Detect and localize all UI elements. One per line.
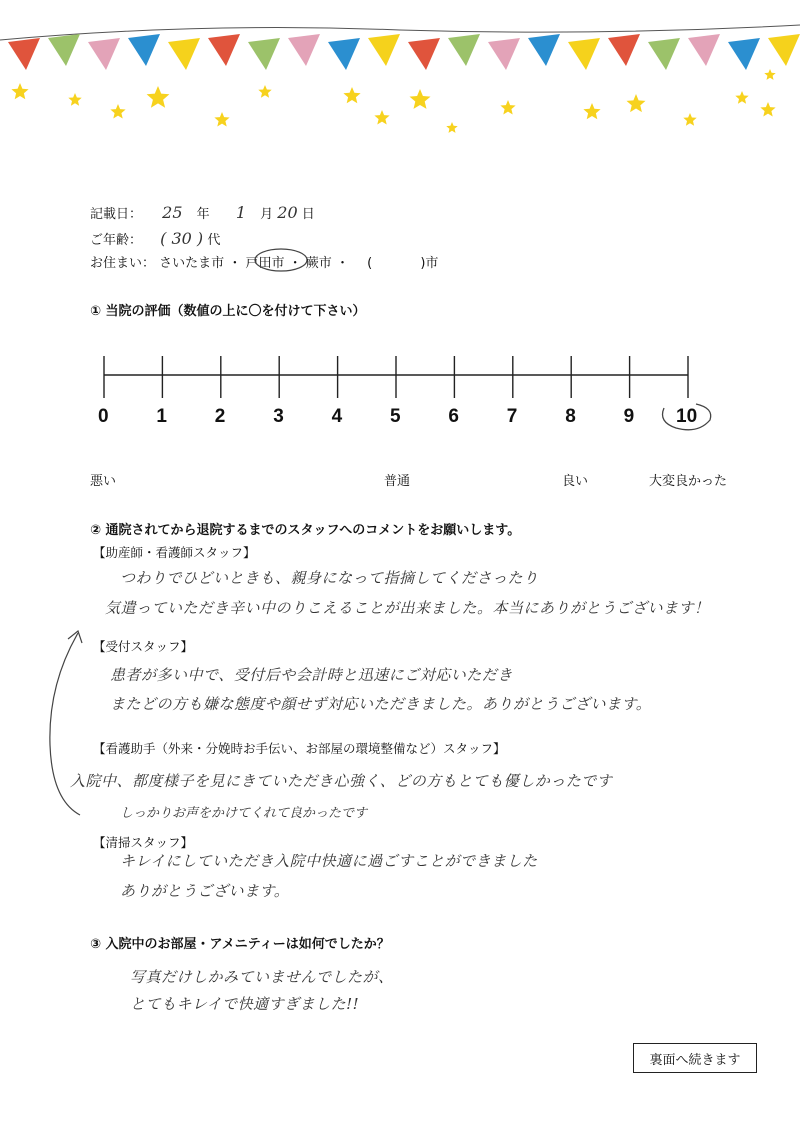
scale-number[interactable]: 8 bbox=[565, 406, 576, 427]
scale-number[interactable]: 6 bbox=[448, 406, 459, 427]
assistant-comment-line-2: しっかりお声をかけてくれて良かったです bbox=[120, 806, 368, 821]
bunting-flag bbox=[528, 34, 560, 66]
star-icon bbox=[258, 85, 271, 98]
star-icon bbox=[764, 69, 775, 80]
star-icon bbox=[583, 103, 600, 119]
scale-number[interactable]: 7 bbox=[506, 406, 518, 427]
residence-other-city: )市 bbox=[420, 256, 439, 271]
star-icon bbox=[374, 110, 389, 125]
bunting-flag bbox=[688, 34, 720, 66]
q3-comment-line-2: とてもキレイで快適すぎました!! bbox=[130, 995, 360, 1013]
scale-number[interactable]: 9 bbox=[623, 406, 635, 427]
reception-heading: 【受付スタッフ】 bbox=[93, 639, 194, 654]
star-icon bbox=[214, 112, 229, 127]
q3-comment-line-1: 写真だけしかみていませんでしたが、 bbox=[130, 968, 394, 986]
date-row bbox=[90, 203, 315, 222]
bunting-flag bbox=[488, 38, 520, 70]
residence-sep: ・ bbox=[288, 256, 302, 271]
reception-comment-line-2: またどの方も嫌な態度や顔せず対応いただきました。ありがとうございます。 bbox=[110, 695, 652, 713]
midwife-comment-line-1: つわりでひどいときも、親身になって指摘してくださったり bbox=[120, 569, 539, 587]
residence-label: お住まい： bbox=[90, 256, 156, 271]
residence-open-paren: ( bbox=[367, 256, 373, 271]
age-unit: 代 bbox=[207, 233, 221, 248]
star-icon bbox=[343, 87, 360, 103]
star-icon bbox=[68, 93, 81, 106]
bunting-flag bbox=[288, 34, 320, 66]
star-icon bbox=[735, 91, 748, 104]
bunting-flag bbox=[248, 38, 280, 70]
bunting-flag bbox=[768, 34, 800, 66]
bunting-flag bbox=[648, 38, 680, 70]
scale-label-normal: 普通 bbox=[384, 474, 411, 489]
date-day: 20 bbox=[277, 203, 298, 222]
midwife-comment-line-2: 気遣っていただき辛い中のりこえることが出来ました。本当にありがとうございます！ bbox=[105, 599, 710, 617]
age-label: ご年齢： bbox=[90, 233, 143, 248]
bunting-flag bbox=[568, 38, 600, 70]
star-icon bbox=[147, 86, 170, 108]
residence-option-saitama: さいたま市 bbox=[159, 256, 225, 271]
scale-label-good: 良い bbox=[562, 474, 589, 489]
scale-number[interactable]: 0 bbox=[98, 406, 109, 427]
bunting-flag bbox=[8, 38, 40, 70]
bunting-flag bbox=[168, 38, 200, 70]
bunting-flag bbox=[128, 34, 160, 66]
scale-number[interactable]: 3 bbox=[273, 406, 284, 427]
scale-number[interactable]: 10 bbox=[676, 406, 698, 427]
cleaning-comment-line-2: ありがとうございます。 bbox=[120, 882, 290, 900]
scale-number[interactable]: 2 bbox=[214, 406, 226, 427]
date-month: 1 bbox=[235, 203, 246, 222]
star-icon bbox=[110, 104, 125, 119]
date-year-unit: 年 bbox=[196, 207, 210, 222]
bunting-string bbox=[0, 25, 800, 40]
date-day-unit: 日 bbox=[301, 207, 315, 222]
bunting-flag bbox=[48, 34, 80, 66]
scale-selection-circle bbox=[656, 398, 716, 436]
bunting-flag bbox=[328, 38, 360, 70]
star-icon bbox=[446, 122, 457, 133]
star-icon bbox=[683, 113, 696, 126]
scale-label-very-good: 大変良かった bbox=[649, 474, 728, 489]
continue-on-back-label: 裏面へ続きます bbox=[633, 1043, 757, 1073]
cleaning-heading: 【清掃スタッフ】 bbox=[93, 835, 194, 850]
date-year: 25 bbox=[162, 203, 183, 222]
bunting-flag bbox=[608, 34, 640, 66]
assistant-comment-line-1: 入院中、都度様子を見にきていただき心強く、どの方もとても優しかったです bbox=[70, 772, 613, 790]
q2-title: ② 通院されてから退院するまでのスタッフへのコメントをお願いします。 bbox=[90, 523, 521, 538]
cleaning-comment-line-1: キレイにしていただき入院中快適に過ごすことができました bbox=[120, 852, 538, 870]
scale-number[interactable]: 4 bbox=[331, 406, 343, 427]
bunting-flag bbox=[88, 38, 120, 70]
bunting-flag bbox=[408, 38, 440, 70]
residence-selection-circle bbox=[252, 246, 312, 274]
q3-title: ③ 入院中のお部屋・アメニティーは如何でしたか？ bbox=[90, 937, 390, 952]
age-row bbox=[90, 229, 220, 248]
scale-number[interactable]: 5 bbox=[390, 406, 401, 427]
bunting-flag bbox=[368, 34, 400, 66]
star-icon bbox=[410, 89, 431, 109]
star-icon bbox=[500, 100, 515, 115]
star-icon bbox=[11, 83, 28, 99]
scale-label-bad: 悪い bbox=[90, 474, 117, 489]
star-icon bbox=[760, 102, 775, 117]
bunting-flag bbox=[448, 34, 480, 66]
bunting-flag bbox=[728, 38, 760, 70]
date-month-unit: 月 bbox=[260, 207, 274, 222]
q1-title: ① 当院の評価（数値の上に〇を付けて下さい） bbox=[90, 304, 366, 319]
bunting-flag bbox=[208, 34, 240, 66]
residence-sep: ・ bbox=[228, 256, 242, 271]
date-label: 記載日： bbox=[90, 207, 143, 222]
residence-option-warabi: 蕨市 bbox=[305, 256, 332, 271]
age-value: ( 30 ) bbox=[160, 229, 204, 248]
assistant-heading: 【看護助手（外来・分娩時お手伝い、お部屋の環境整備など）スタッフ】 bbox=[93, 741, 506, 756]
residence-sep: ・ bbox=[335, 256, 349, 271]
star-icon bbox=[627, 94, 646, 112]
reception-comment-line-1: 患者が多い中で、受付后や会計時と迅速にご対応いただき bbox=[110, 666, 513, 684]
midwife-heading: 【助産師・看護師スタッフ】 bbox=[93, 545, 256, 560]
scale-number[interactable]: 1 bbox=[156, 406, 167, 427]
handwritten-arrow bbox=[38, 625, 98, 825]
residence-option-toda: 戸田市 bbox=[245, 256, 285, 271]
bunting-banner bbox=[0, 0, 800, 140]
